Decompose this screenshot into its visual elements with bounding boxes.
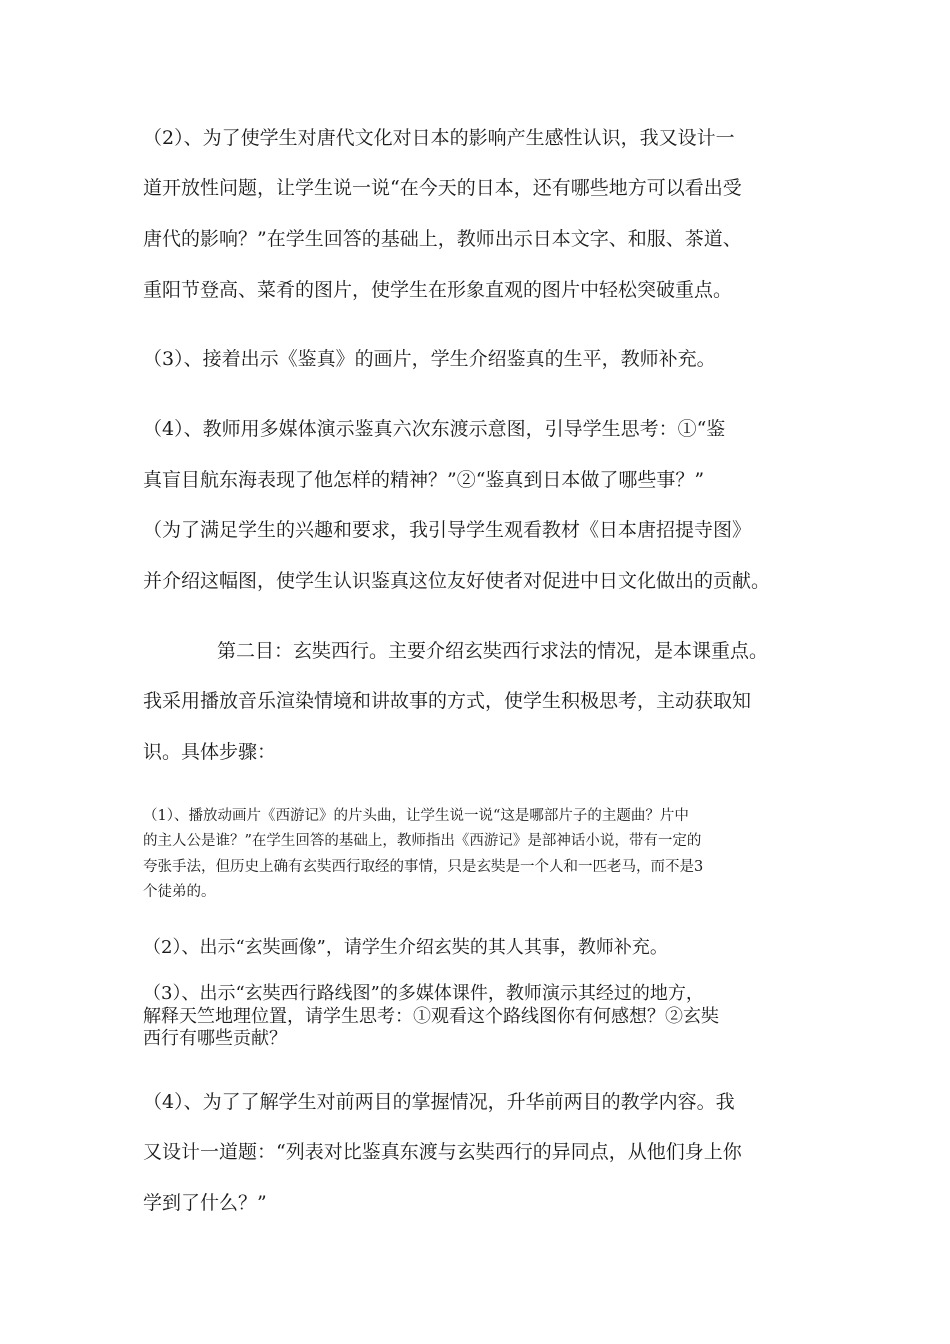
paragraph-4-line-3: （为了满足学生的兴趣和要求，我引导学生观看教材《日本唐招提寺图》: [143, 519, 752, 541]
paragraph-2-line-4: 重阳节登高、菜肴的图片，使学生在形象直观的图片中轻松突破重点。: [143, 279, 733, 301]
step-1-line-1: （1）、播放动画片《西游记》的片头曲，让学生说一说“这是哪部片子的主题曲？片中: [143, 808, 689, 824]
step-4-line-1: （4）、为了了解学生对前两目的掌握情况，升华前两目的教学内容。我: [143, 1091, 735, 1113]
step-1-line-2: 的主人公是谁？”在学生回答的基础上，教师指出《西游记》是部神话小说，带有一定的: [143, 833, 702, 849]
step-3-line-3: 西行有哪些贡献？: [143, 1028, 287, 1049]
paragraph-3-line-1: （3）、接着出示《鉴真》的画片，学生介绍鉴真的生平，教师补充。: [143, 348, 716, 370]
step-1-line-4: 个徒弟的。: [143, 884, 216, 900]
step-1-line-3: 夸张手法，但历史上确有玄奘西行取经的事情，只是玄奘是一个人和一匹老马，而不是3: [143, 859, 704, 875]
paragraph-4-line-1: （4）、教师用多媒体演示鉴真六次东渡示意图，引导学生思考：①“鉴: [143, 418, 726, 440]
section-2-line-3: 识。具体步骤：: [143, 741, 277, 763]
section-2-line-1: 第二目：玄奘西行。主要介绍玄奘西行求法的情况，是本课重点。: [217, 640, 769, 662]
step-4-line-2: 又设计一道题：“列表对比鉴真东渡与玄奘西行的异同点，从他们身上你: [143, 1141, 742, 1163]
step-4-line-3: 学到了什么？”: [143, 1192, 267, 1214]
paragraph-4-line-2: 真盲目航东海表现了他怎样的精神？”②“鉴真到日本做了哪些事？”: [143, 469, 705, 491]
step-2-line-1: （2）、出示“玄奘画像”，请学生介绍玄奘的其人其事，教师补充。: [143, 937, 668, 958]
paragraph-2-line-3: 唐代的影响？”在学生回答的基础上，教师出示日本文字、和服、茶道、: [143, 228, 742, 250]
paragraph-2-line-2: 道开放性问题，让学生说一说“在今天的日本，还有哪些地方可以看出受: [143, 177, 742, 199]
step-3-line-2: 解释天竺地理位置，请学生思考：①观看这个路线图你有何感想？②玄奘: [143, 1006, 719, 1027]
section-2-line-2: 我采用播放音乐渲染情境和讲故事的方式，使学生积极思考，主动获取知: [143, 690, 752, 712]
paragraph-4-line-4: 并介绍这幅图，使学生认识鉴真这位友好使者对促进中日文化做出的贡献。: [143, 570, 771, 592]
step-3-line-1: （3）、出示“玄奘西行路线图”的多媒体课件，教师演示其经过的地方，: [143, 983, 704, 1004]
paragraph-2-line-1: （2）、为了使学生对唐代文化对日本的影响产生感性认识，我又设计一: [143, 127, 735, 149]
